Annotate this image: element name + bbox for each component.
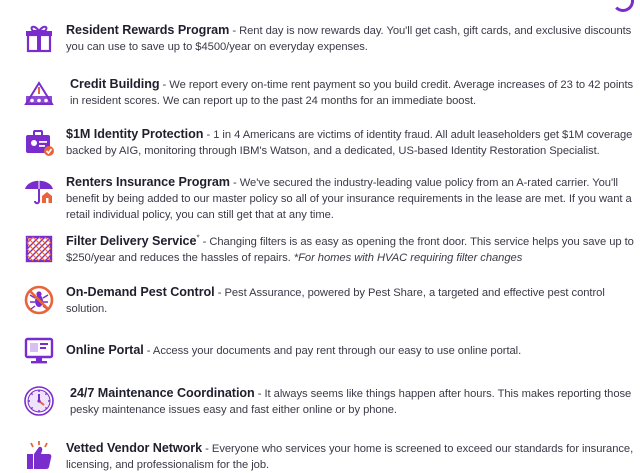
- benefit-description: We report every on-time rent payment so you build credit. Average increases of 23 to 42 points in resident scores. We can report up to the past 24 months for an immediate boost.: [70, 79, 634, 107]
- decorative-circle-icon: [612, 0, 634, 12]
- credit-score-icon: [22, 76, 56, 110]
- benefit-title: Resident Rewards Program: [66, 23, 230, 37]
- footnote-mark: *: [196, 233, 200, 243]
- benefit-description: Access your documents and pay rent through our easy to use online portal.: [152, 345, 522, 357]
- gift-icon: [22, 22, 56, 56]
- benefit-text: Credit Building - We report every on-time rent payment so you build credit. Average increases of 23 to 42 points in resident scores. We can report up to the past 24 months for an immediate boost.: [70, 77, 634, 107]
- benefit-description: Rent day is now rewards day. You'll get cash, gift cards, and exclusive discounts you can use to save up to $4500/year on everyday expenses.: [66, 25, 632, 53]
- benefit-text: On-Demand Pest Control - Pest Assurance, powered by Pest Share, a targeted and effective pest control solution.: [66, 285, 605, 315]
- benefit-text: Vetted Vendor Network - Everyone who services your home is screened to exceed our standards for insurance, licensing, and professionalism for the job.: [66, 441, 634, 471]
- benefit-title: Vetted Vendor Network: [66, 441, 203, 455]
- benefit-title: Credit Building: [70, 77, 160, 91]
- benefit-description: Everyone who services your home is screened to exceed our standards for insurance, licensing, and professionalism for the job.: [66, 443, 634, 471]
- benefit-text: Resident Rewards Program - Rent day is now rewards day. You'll get cash, gift cards, and exclusive discounts you can use to save up to $4500/year on everyday expenses.: [66, 23, 632, 53]
- benefit-text: Renters Insurance Program - We've secured the industry-leading value policy from an A-rated carrier. You'll benefit by being added to our master policy so all of your insurance requirements in the lease are met. If you want a retail individual policy, you can still get that at any time.: [66, 175, 632, 221]
- benefit-text: Filter Delivery Service* - Changing filters is as easy as opening the front door. This service helps you save up to $250/year and reduces the hassles of repairs. *For homes with HVAC requiring filter changes: [66, 233, 634, 264]
- air-filter-icon: [22, 232, 56, 266]
- no-pest-icon: [22, 283, 56, 317]
- benefit-text: $1M Identity Protection - 1 in 4 Americans are victims of identity fraud. All adult leaseholders get $1M coverage backed by AIG, monitoring through IBM's Watson, and a dedicated, US-based Identity Restoration Specialist.: [66, 127, 633, 157]
- benefit-title: Filter Delivery Service: [66, 234, 197, 248]
- clock-icon: [22, 384, 56, 418]
- benefit-title: Renters Insurance Program: [66, 175, 230, 189]
- benefit-description: Pest Assurance, powered by Pest Share, a targeted and effective pest control solution.: [66, 287, 605, 315]
- benefit-title: $1M Identity Protection: [66, 127, 204, 141]
- benefit-description: We've secured the industry-leading value policy from an A-rated carrier. You'll benefit by being added to our master policy so all of your insurance requirements in the lease are met. If you want a retail individual policy, you can still get that at any time.: [66, 177, 632, 221]
- benefit-title: Online Portal: [66, 343, 144, 357]
- benefit-footnote: *For homes with HVAC requiring filter changes: [290, 252, 523, 264]
- benefit-title: On-Demand Pest Control: [66, 285, 215, 299]
- benefit-description: It always seems like things happen after hours. This makes reporting those pesky maintenance issues easy and fast either online or by phone.: [70, 388, 632, 416]
- benefit-description: 1 in 4 Americans are victims of identity fraud. All adult leaseholders get $1M coverage backed by AIG, monitoring through IBM's Watson, and a dedicated, US-based Identity Restoration Specialist.: [66, 129, 633, 157]
- identity-card-icon: [22, 126, 56, 160]
- computer-portal-icon: [22, 333, 56, 367]
- thumbs-up-icon: [22, 439, 56, 473]
- benefit-description: Changing filters is as easy as opening the front door. This service helps you save up to $250/year and reduces the hassles of repairs.: [66, 236, 634, 264]
- benefit-title: 24/7 Maintenance Coordination: [70, 386, 255, 400]
- benefit-text: 24/7 Maintenance Coordination - It always seems like things happen after hours. This makes reporting those pesky maintenance issues easy and fast either online or by phone.: [70, 386, 632, 416]
- benefit-text: Online Portal - Access your documents and pay rent through our easy to use online portal.: [66, 343, 522, 357]
- umbrella-house-icon: [22, 174, 56, 208]
